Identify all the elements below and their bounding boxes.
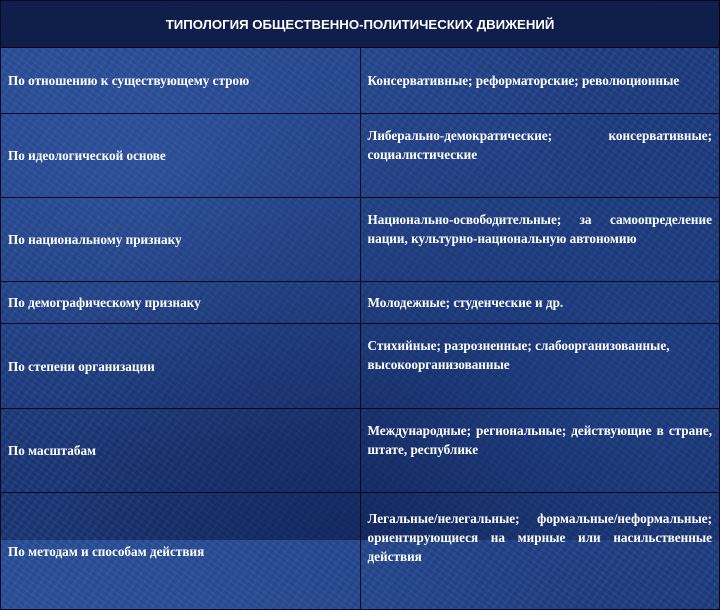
table-row	[1, 282, 720, 324]
criterion-cell: По отношению к существующему строю	[1, 48, 361, 114]
table-row	[1, 198, 720, 282]
types-cell: Стихийные; разрозненные; слабоорганизованные, высокоорганизованные	[360, 324, 720, 409]
types-cell: Либерально-демократические; консервативные; социалистические	[360, 114, 720, 198]
types-cell: Молодежные; студенческие и др.	[360, 282, 720, 324]
types-cell: Международные; региональные; действующие в стране, штате, республике	[360, 409, 720, 493]
types-cell: Консервативные; реформаторские; революционные	[360, 48, 720, 114]
criterion-cell: По масштабам	[1, 409, 361, 493]
table-row	[1, 48, 720, 114]
criterion-cell: По степени организации	[1, 324, 361, 409]
criterion-cell: По национальному признаку	[1, 198, 361, 282]
types-cell: Национально-освободительные; за самоопределение нации, культурно-национальную автономию	[360, 198, 720, 282]
criterion-cell: По методам и способам действия	[1, 493, 361, 610]
criterion-cell: По демографическому признаку	[1, 282, 361, 324]
table-row	[1, 114, 720, 198]
types-cell: Легальные/нелегальные; формальные/неформальные; ориентирующиеся на мирные или насильственные действия	[360, 493, 720, 610]
table-row	[1, 409, 720, 493]
table-row	[1, 324, 720, 409]
table-row	[1, 493, 720, 610]
criterion-cell: По идеологической основе	[1, 114, 361, 198]
table-header-row	[1, 1, 720, 48]
table-title: ТИПОЛОГИЯ ОБЩЕСТВЕННО-ПОЛИТИЧЕСКИХ ДВИЖЕНИЙ	[1, 1, 720, 48]
